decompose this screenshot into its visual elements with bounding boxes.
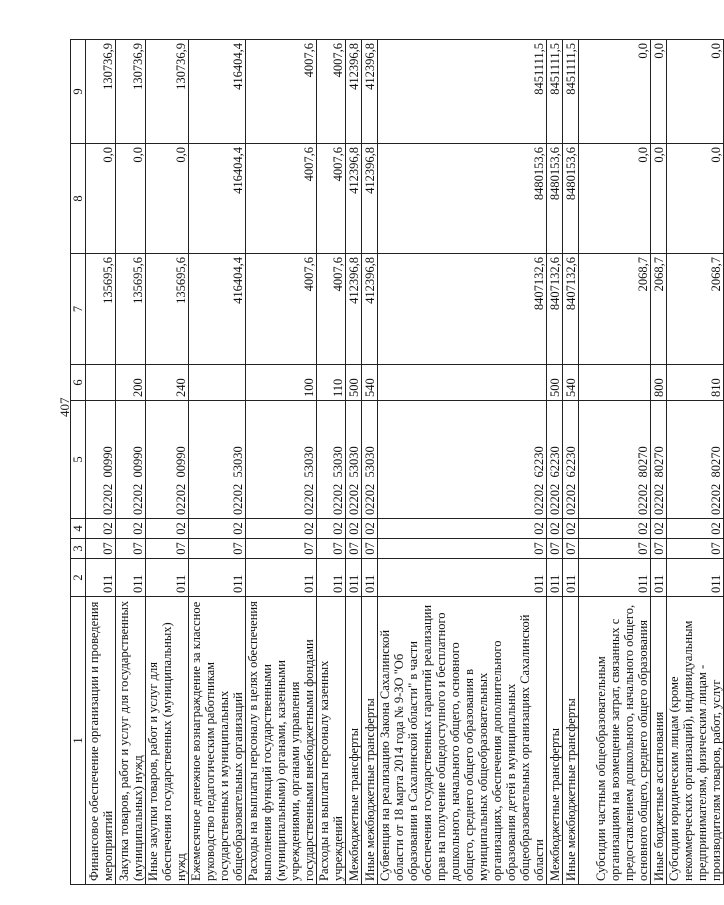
row-description: Субсидии юридическим лицам (кроме некоммерческих организаций), индивидуальным предпринимателям, физическим лицам - производителям товаров, работ, услуг xyxy=(667,597,724,885)
cell-col-8: 412396,8 xyxy=(362,144,378,254)
cell-col-3: 07 xyxy=(189,539,246,559)
cell-col-8: 4007,6 xyxy=(246,144,317,254)
cell-col-5: 02202 62230 xyxy=(563,401,579,519)
cell-col-9: 416404,4 xyxy=(189,40,246,144)
cell-col-9: 130736,9 xyxy=(116,40,146,144)
cell-col-6: 800 xyxy=(651,365,667,401)
cell-col-2: 011 xyxy=(146,559,189,597)
cell-col-7: 412396,8 xyxy=(346,254,362,365)
cell-col-7: 2068,7 xyxy=(579,254,651,365)
cell-col-8: 0,0 xyxy=(116,144,146,254)
cell-col-5: 02202 62230 xyxy=(547,401,563,519)
cell-col-2: 011 xyxy=(189,559,246,597)
cell-col-2: 011 xyxy=(116,559,146,597)
cell-col-4: 02 xyxy=(86,519,116,539)
row-description: Финансовое обеспечение организации и проведения мероприятий xyxy=(86,597,116,885)
table-row xyxy=(667,40,724,885)
cell-col-8: 0,0 xyxy=(651,144,667,254)
cell-col-6: 500 xyxy=(346,365,362,401)
cell-col-2: 011 xyxy=(651,559,667,597)
cell-col-9: 0,0 xyxy=(579,40,651,144)
cell-col-7: 4007,6 xyxy=(246,254,317,365)
row-description: Расходы на выплаты персоналу казенных учреждений xyxy=(317,597,346,885)
cell-col-9: 8451111,5 xyxy=(378,40,547,144)
cell-col-7: 8407132,6 xyxy=(563,254,579,365)
cell-col-8: 412396,8 xyxy=(346,144,362,254)
cell-col-2: 011 xyxy=(547,559,563,597)
cell-col-3: 07 xyxy=(378,539,547,559)
cell-col-7: 135695,6 xyxy=(116,254,146,365)
cell-col-6: 200 xyxy=(116,365,146,401)
cell-col-5: 02202 80270 xyxy=(579,401,651,519)
cell-col-7: 416404,4 xyxy=(189,254,246,365)
row-description: Расходы на выплаты персоналу в целях обеспечения выполнения функций государственными (муниципальными) органами, казенными учреждениями, органами управления государственными внебюджетными фондами xyxy=(246,597,317,885)
row-description: Иные межбюджетные трансферты xyxy=(563,597,579,885)
row-description: Субсидии частным общеобразовательным организациям на возмещение затрат, связанных с предоставлением дошкольного, начального общего, основного общего, среднего общего образования xyxy=(579,597,651,885)
cell-col-3: 07 xyxy=(667,539,724,559)
cell-col-5: 02202 00990 xyxy=(146,401,189,519)
cell-col-6: 110 xyxy=(317,365,346,401)
cell-col-7: 8407132,6 xyxy=(378,254,547,365)
table-body xyxy=(86,40,724,885)
cell-col-5: 02202 00990 xyxy=(116,401,146,519)
table-row xyxy=(579,40,651,885)
cell-col-3: 07 xyxy=(563,539,579,559)
table-row xyxy=(317,40,346,885)
column-header-6: 6 xyxy=(71,365,86,401)
column-header-7: 7 xyxy=(71,254,86,365)
cell-col-5: 02202 80270 xyxy=(651,401,667,519)
table-row xyxy=(86,40,116,885)
cell-col-8: 8480153,6 xyxy=(563,144,579,254)
cell-col-8: 0,0 xyxy=(667,144,724,254)
cell-col-3: 07 xyxy=(116,539,146,559)
row-description: Межбюджетные трансферты xyxy=(547,597,563,885)
cell-col-6: 810 xyxy=(667,365,724,401)
cell-col-6: 540 xyxy=(362,365,378,401)
cell-col-3: 07 xyxy=(246,539,317,559)
cell-col-8: 0,0 xyxy=(86,144,116,254)
table-row xyxy=(189,40,246,885)
table-row xyxy=(651,40,667,885)
cell-col-4: 02 xyxy=(579,519,651,539)
table-row xyxy=(547,40,563,885)
cell-col-9: 130736,9 xyxy=(146,40,189,144)
cell-col-5: 02202 62230 xyxy=(378,401,547,519)
cell-col-8: 416404,4 xyxy=(189,144,246,254)
row-description: Ежемесячное денежное вознаграждение за классное руководство педагогическим работникам государственных и муниципальных общеобразовательных организаций xyxy=(189,597,246,885)
cell-col-2: 011 xyxy=(346,559,362,597)
table-row xyxy=(378,40,547,885)
cell-col-3: 07 xyxy=(651,539,667,559)
cell-col-2: 011 xyxy=(579,559,651,597)
cell-col-2: 011 xyxy=(317,559,346,597)
table-row xyxy=(146,40,189,885)
cell-col-4: 02 xyxy=(246,519,317,539)
cell-col-6 xyxy=(579,365,651,401)
cell-col-5: 02202 53030 xyxy=(317,401,346,519)
table-row xyxy=(346,40,362,885)
cell-col-5: 02202 00990 xyxy=(86,401,116,519)
cell-col-5: 02202 53030 xyxy=(362,401,378,519)
cell-col-9: 412396,8 xyxy=(346,40,362,144)
budget-table xyxy=(70,39,724,885)
cell-col-9: 0,0 xyxy=(651,40,667,144)
cell-col-4: 02 xyxy=(378,519,547,539)
row-description: Иные бюджетные ассигнования xyxy=(651,597,667,885)
cell-col-9: 130736,9 xyxy=(86,40,116,144)
cell-col-7: 4007,6 xyxy=(317,254,346,365)
cell-col-7: 135695,6 xyxy=(146,254,189,365)
cell-col-7: 2068,7 xyxy=(651,254,667,365)
cell-col-9: 0,0 xyxy=(667,40,724,144)
page-number: 407 xyxy=(57,397,72,417)
cell-col-3: 07 xyxy=(547,539,563,559)
cell-col-8: 4007,6 xyxy=(317,144,346,254)
cell-col-4: 02 xyxy=(547,519,563,539)
cell-col-4: 02 xyxy=(146,519,189,539)
column-header-9: 9 xyxy=(71,40,86,144)
cell-col-8: 8480153,6 xyxy=(547,144,563,254)
cell-col-6: 500 xyxy=(547,365,563,401)
cell-col-3: 07 xyxy=(146,539,189,559)
column-header-2: 2 xyxy=(71,559,86,597)
cell-col-9: 412396,8 xyxy=(362,40,378,144)
cell-col-9: 8451111,5 xyxy=(563,40,579,144)
cell-col-8: 0,0 xyxy=(146,144,189,254)
cell-col-7: 2068,7 xyxy=(667,254,724,365)
cell-col-2: 011 xyxy=(378,559,547,597)
cell-col-3: 07 xyxy=(362,539,378,559)
cell-col-5: 02202 53030 xyxy=(246,401,317,519)
cell-col-4: 02 xyxy=(116,519,146,539)
cell-col-6: 100 xyxy=(246,365,317,401)
cell-col-6 xyxy=(189,365,246,401)
column-header-5: 5 xyxy=(71,401,86,519)
row-description: Закупка товаров, работ и услуг для государственных (муниципальных) нужд xyxy=(116,597,146,885)
row-description: Иные закупки товаров, работ и услуг для обеспечения государственных (муниципальных) нужд xyxy=(146,597,189,885)
cell-col-2: 011 xyxy=(667,559,724,597)
table-row xyxy=(362,40,378,885)
cell-col-5: 02202 53030 xyxy=(346,401,362,519)
cell-col-3: 07 xyxy=(346,539,362,559)
cell-col-4: 02 xyxy=(563,519,579,539)
column-header-8: 8 xyxy=(71,144,86,254)
cell-col-9: 4007,6 xyxy=(246,40,317,144)
cell-col-2: 011 xyxy=(246,559,317,597)
cell-col-8: 0,0 xyxy=(579,144,651,254)
cell-col-9: 8451111,5 xyxy=(547,40,563,144)
cell-col-2: 011 xyxy=(86,559,116,597)
cell-col-4: 02 xyxy=(362,519,378,539)
cell-col-3: 07 xyxy=(86,539,116,559)
cell-col-2: 011 xyxy=(563,559,579,597)
cell-col-3: 07 xyxy=(317,539,346,559)
cell-col-6: 540 xyxy=(563,365,579,401)
cell-col-4: 02 xyxy=(189,519,246,539)
cell-col-4: 02 xyxy=(651,519,667,539)
cell-col-7: 8407132,6 xyxy=(547,254,563,365)
table-row xyxy=(563,40,579,885)
rotated-page xyxy=(50,0,723,905)
cell-col-4: 02 xyxy=(667,519,724,539)
cell-col-3: 07 xyxy=(579,539,651,559)
cell-col-9: 4007,6 xyxy=(317,40,346,144)
cell-col-5: 02202 80270 xyxy=(667,401,724,519)
header-row xyxy=(71,40,86,885)
cell-col-4: 02 xyxy=(317,519,346,539)
table-row xyxy=(246,40,317,885)
row-description: Субвенция на реализацию Закона Сахалинской области от 18 марта 2014 года № 9-ЗО "Об образовании в Сахалинской области" в части обеспечения государственных гарантий реализации прав на получение общедоступного и бесплатного дошкольного, начального общего, основного общего, среднего общего образования в муниципальных общеобразовательных организациях, обеспечения дополнительного образования детей в муниципальных общеобразовательных организациях Сахалинской области xyxy=(378,597,547,885)
cell-col-2: 011 xyxy=(362,559,378,597)
cell-col-6: 240 xyxy=(146,365,189,401)
cell-col-6 xyxy=(378,365,547,401)
row-description: Иные межбюджетные трансферты xyxy=(362,597,378,885)
column-header-4: 4 xyxy=(71,519,86,539)
row-description: Межбюджетные трансферты xyxy=(346,597,362,885)
cell-col-6 xyxy=(86,365,116,401)
cell-col-7: 135695,6 xyxy=(86,254,116,365)
cell-col-8: 8480153,6 xyxy=(378,144,547,254)
cell-col-5: 02202 53030 xyxy=(189,401,246,519)
column-header-1: 1 xyxy=(71,597,86,885)
column-header-3: 3 xyxy=(71,539,86,559)
table-row xyxy=(116,40,146,885)
cell-col-4: 02 xyxy=(346,519,362,539)
cell-col-7: 412396,8 xyxy=(362,254,378,365)
